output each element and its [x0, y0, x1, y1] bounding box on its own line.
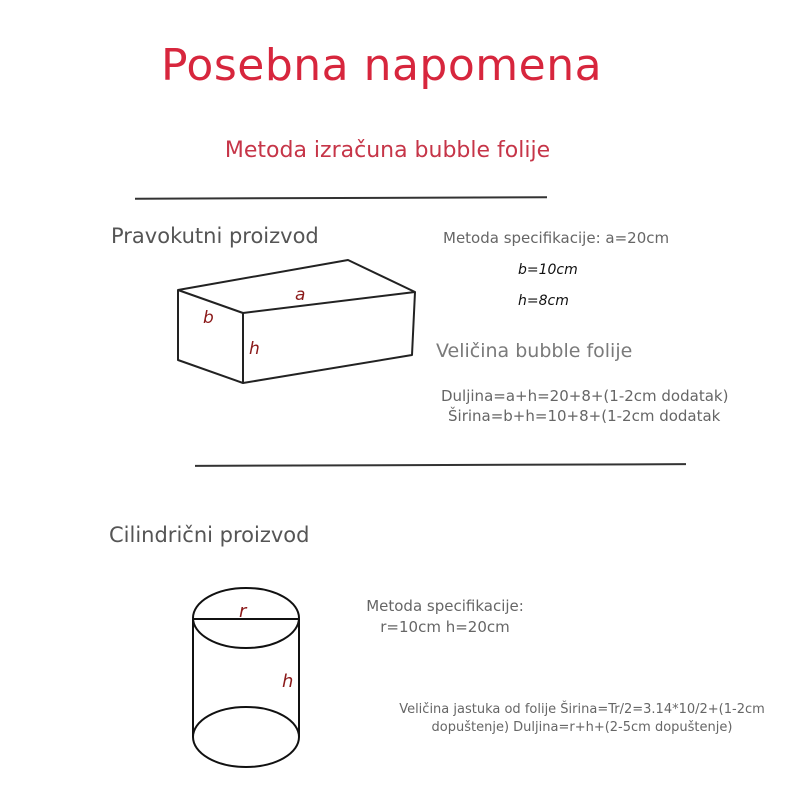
cylinder-diagram — [185, 585, 310, 790]
cylindrical-spec-line1: Metoda specifikacije: — [366, 597, 524, 615]
rectangular-size-heading: Veličina bubble folije — [436, 340, 633, 362]
cylinder-label-h: h — [282, 671, 294, 692]
page-title: Posebna napomena — [160, 40, 603, 91]
rectangular-product-label: Pravokutni proizvod — [111, 224, 319, 248]
rectangular-width-formula: Širina=b+h=10+8+(1-2cm dodatak — [448, 407, 721, 425]
cylindrical-size-line2: dopuštenje) Duljina=r+h+(2-5cm dopuštenje) — [431, 720, 733, 735]
cylindrical-size-line1: Veličina jastuka od folije Širina=Tr/2=3.14*10/2+(1-2cm — [399, 702, 765, 717]
box-side-face — [243, 292, 415, 383]
rectangular-spec-b: b=10cm — [518, 262, 578, 278]
box-label-b: b — [203, 308, 214, 328]
cylindrical-product-label: Cilindrični proizvod — [109, 523, 310, 547]
middle-divider — [195, 463, 686, 467]
box-front-face — [178, 290, 243, 383]
page-subtitle: Metoda izračuna bubble folije — [224, 138, 551, 163]
cylinder-bottom-ellipse — [193, 707, 299, 767]
rectangular-length-formula: Duljina=a+h=20+8+(1-2cm dodatak) — [441, 387, 729, 405]
cylindrical-spec-line2: r=10cm h=20cm — [380, 618, 510, 636]
cylinder-label-r: r — [239, 601, 247, 622]
box-label-a: a — [295, 285, 306, 305]
rectangular-box-diagram — [170, 255, 425, 390]
rectangular-spec-h: h=8cm — [518, 293, 569, 309]
rectangular-spec-line: Metoda specifikacije: a=20cm — [443, 229, 670, 247]
top-divider — [135, 196, 547, 199]
box-label-h: h — [249, 339, 260, 359]
